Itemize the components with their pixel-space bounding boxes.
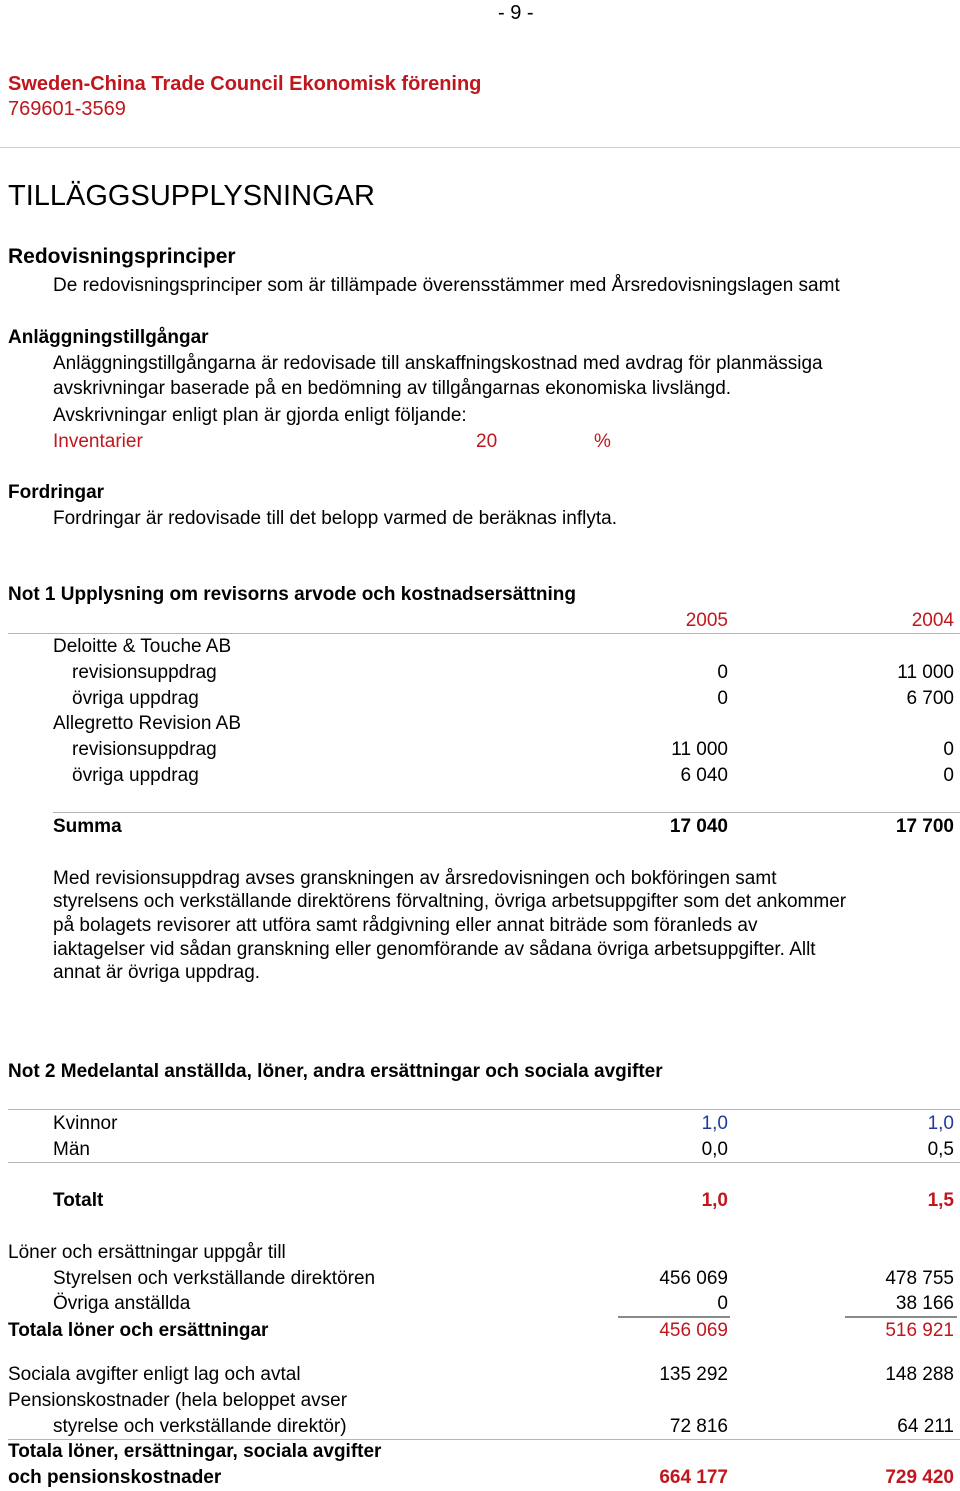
section-heading-principles: Redovisningsprinciper — [8, 245, 236, 268]
note2-grand-total-2004: 729 420 — [885, 1467, 954, 1488]
note2-employees-divider — [8, 1162, 960, 1163]
note2-social-label: Sociala avgifter enligt lag och avtal — [8, 1364, 301, 1385]
note2-subtotal-underline-2005 — [618, 1316, 730, 1318]
note1-header-divider — [8, 633, 960, 634]
note2-other-label: Övriga anställda — [53, 1293, 191, 1314]
note1-row-value: 11 000 — [897, 662, 954, 683]
note2-social-2005: 135 292 — [659, 1364, 728, 1385]
depreciation-item-value: 20 — [476, 431, 498, 452]
note1-row-value: 0 — [943, 765, 954, 786]
fixed-assets-line: Avskrivningar enligt plan är gjorda enligt följande: — [53, 405, 467, 426]
note1-explanation-line: styrelsens och verkställande direktörens förvaltning, övriga arbetsuppgifter som det ankommer — [53, 891, 847, 912]
note2-men-label: Män — [53, 1139, 90, 1160]
note1-row-label: revisionsuppdrag — [72, 662, 217, 683]
note1-row-value: 6 700 — [906, 688, 954, 709]
note2-total-2004: 1,5 — [927, 1190, 954, 1211]
header-divider — [0, 147, 960, 148]
note1-row-value: 0 — [717, 662, 728, 683]
fixed-assets-line: avskrivningar baserade på en bedömning av tillgångarnas ekonomiska livslängd. — [53, 378, 732, 399]
principles-text: De redovisningsprinciper som är tillämpade överensstämmer med Årsredovisningslagen samt — [53, 275, 840, 296]
note2-pension-label: Pensionskostnader (hela beloppet avser — [8, 1390, 348, 1411]
section-heading-receivables: Fordringar — [8, 482, 105, 503]
note2-grand-total-label-cont: och pensionskostnader — [8, 1467, 222, 1488]
note1-sum-label: Summa — [53, 816, 122, 837]
note2-pension-2005: 72 816 — [669, 1416, 728, 1437]
page-number: - 9 - — [498, 2, 534, 24]
note1-row-value: 0 — [943, 739, 954, 760]
note2-pension-2004: 64 211 — [897, 1416, 954, 1437]
note1-sum-value-2005: 17 040 — [669, 816, 728, 837]
note2-total-salaries-2004: 516 921 — [885, 1320, 954, 1341]
note1-explanation-line: Med revisionsuppdrag avses granskningen av årsredovisningen och bokföringen samt — [53, 868, 777, 889]
note1-year2: 2004 — [911, 610, 954, 631]
note1-year1: 2005 — [685, 610, 728, 631]
receivables-text: Fordringar är redovisade till det belopp varmed de beräknas inflyta. — [53, 508, 617, 529]
depreciation-item-unit: % — [594, 431, 611, 452]
note2-board-label: Styrelsen och verkställande direktören — [53, 1268, 376, 1289]
note2-men-2005: 0,0 — [701, 1139, 728, 1160]
note2-total-salaries-label: Totala löner och ersättningar — [8, 1320, 269, 1341]
note1-explanation-line: annat är övriga uppdrag. — [53, 962, 261, 983]
note2-grand-total-label: Totala löner, ersättningar, sociala avgifter — [8, 1441, 382, 1462]
depreciation-item-label: Inventarier — [53, 431, 143, 452]
note1-title: Not 1 Upplysning om revisorns arvode och kostnadsersättning — [8, 584, 577, 605]
note2-grand-divider — [8, 1439, 960, 1440]
note1-row-value: 0 — [717, 688, 728, 709]
company-name: Sweden-China Trade Council Ekonomisk förening — [8, 73, 482, 95]
note2-other-2004: 38 166 — [895, 1293, 954, 1314]
note2-total-2005: 1,0 — [701, 1190, 728, 1211]
note2-pension-label-cont: styrelse och verkställande direktör) — [53, 1416, 347, 1437]
note1-explanation-line: på bolagets revisorer att utföra samt rådgivning eller annat biträde som föranleds av — [53, 915, 758, 936]
note2-subtotal-underline-2004 — [845, 1316, 957, 1318]
note1-row-value: 11 000 — [671, 739, 728, 760]
note1-row-label: övriga uppdrag — [72, 765, 199, 786]
note1-explanation-line: iaktagelser vid sådan granskning eller genomförande av sådana övriga arbetsuppgifter. Allt — [53, 939, 816, 960]
note1-row-label: övriga uppdrag — [72, 688, 199, 709]
note2-board-2004: 478 755 — [885, 1268, 954, 1289]
company-org-number: 769601-3569 — [8, 98, 126, 120]
note1-firm2: Allegretto Revision AB — [53, 713, 241, 734]
note2-total-salaries-2005: 456 069 — [659, 1320, 728, 1341]
fixed-assets-line: Anläggningstillgångarna är redovisade till anskaffningskostnad med avdrag för planmässiga — [53, 353, 823, 374]
note1-firm1: Deloitte & Touche AB — [53, 636, 232, 657]
note2-other-2005: 0 — [717, 1293, 728, 1314]
note1-sum-divider — [53, 812, 960, 813]
note2-women-2004: 1,0 — [927, 1113, 954, 1134]
note2-total-label: Totalt — [53, 1190, 104, 1211]
note1-row-value: 6 040 — [680, 765, 728, 786]
note2-social-2004: 148 288 — [885, 1364, 954, 1385]
note2-salaries-intro: Löner och ersättningar uppgår till — [8, 1242, 286, 1263]
note2-title: Not 2 Medelantal anställda, löner, andra ersättningar och sociala avgifter — [8, 1061, 663, 1082]
note2-grand-total-2005: 664 177 — [659, 1467, 728, 1488]
page-title: TILLÄGGSUPPLYSNINGAR — [8, 180, 375, 212]
note2-women-label: Kvinnor — [53, 1113, 118, 1134]
note2-board-2005: 456 069 — [659, 1268, 728, 1289]
note2-header-divider — [8, 1109, 960, 1110]
note1-row-label: revisionsuppdrag — [72, 739, 217, 760]
section-heading-fixed-assets: Anläggningstillgångar — [8, 327, 209, 348]
note1-sum-value-2004: 17 700 — [895, 816, 954, 837]
note2-women-2005: 1,0 — [701, 1113, 728, 1134]
note2-men-2004: 0,5 — [927, 1139, 954, 1160]
